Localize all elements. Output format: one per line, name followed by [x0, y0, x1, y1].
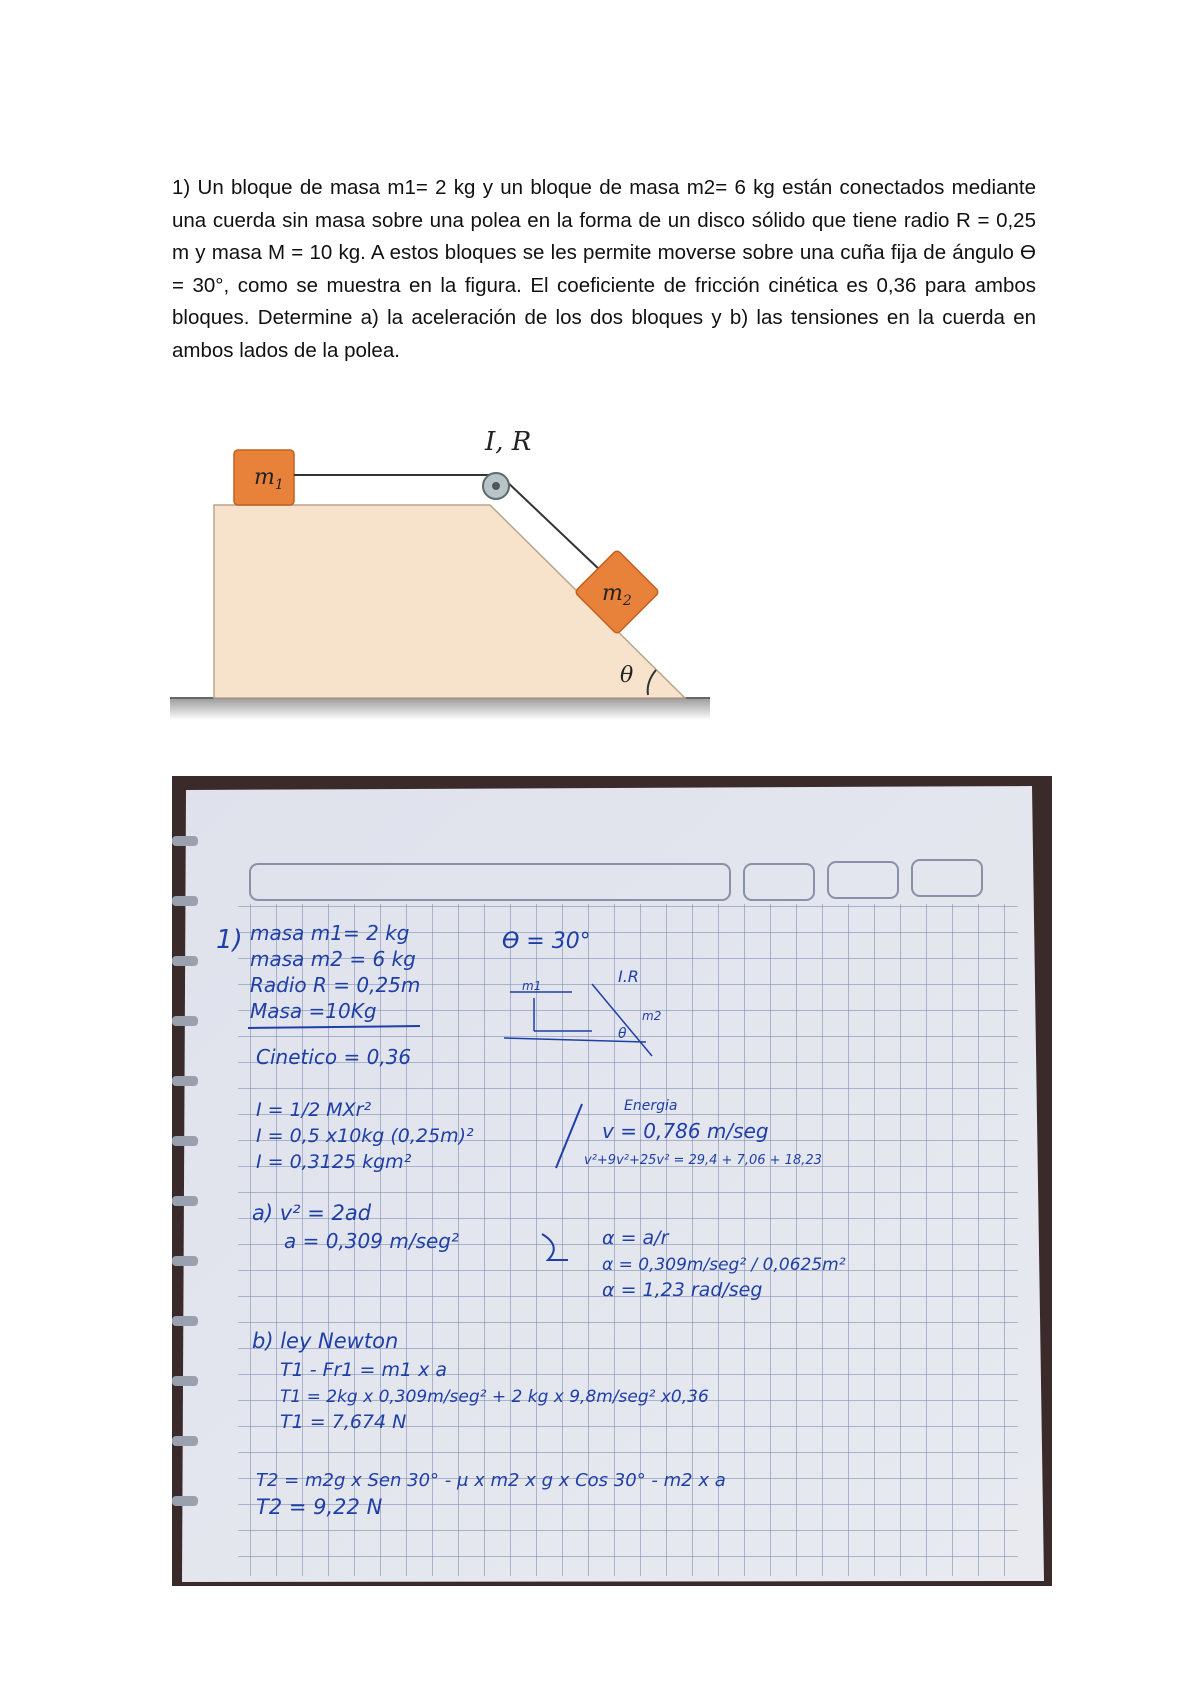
- hw-inertia-3: I = 0,3125 kgm²: [256, 1151, 412, 1173]
- m1-subscript: 1: [274, 477, 284, 493]
- handwritten-solution-photo: [172, 776, 1052, 1586]
- hw-energy-eq: v²+9v²+25v² = 29,4 + 7,06 + 18,23: [584, 1153, 822, 1168]
- hw-given-3: Radio R = 0,25m: [250, 973, 421, 997]
- hw-given-5: Cinetico = 0,36: [256, 1045, 412, 1069]
- hw-t2-1: T2 = m2g x Sen 30° - μ x m2 x g x Cos 30° - m2 x a: [256, 1470, 726, 1491]
- hw-energy-title: Energia: [624, 1098, 678, 1114]
- pulley: [483, 473, 509, 499]
- angle-label: θ: [620, 663, 634, 688]
- hw-part-b-3: T1 = 7,674 N: [280, 1411, 407, 1433]
- hw-alpha-1: α = a/r: [602, 1227, 669, 1249]
- m2-subscript: 2: [622, 593, 632, 609]
- hw-sketch-pulley: I.R: [618, 967, 639, 986]
- hw-angle: Ɵ = 30°: [502, 929, 591, 954]
- m2-label: m: [602, 581, 623, 606]
- hw-part-a-1: a) v² = 2ad: [252, 1201, 372, 1225]
- hw-part-b-2: T1 = 2kg x 0,309m/seg² + 2 kg x 9,8m/seg² x0,36: [280, 1387, 709, 1407]
- m1-label: m: [254, 465, 275, 490]
- hw-part-b-title: b) ley Newton: [252, 1329, 399, 1353]
- hw-t2-2: T2 = 9,22 N: [256, 1495, 383, 1519]
- block-m1: [234, 450, 294, 505]
- hw-inertia-2: I = 0,5 x10kg (0,25m)²: [256, 1125, 474, 1147]
- hw-given-2: masa m2 = 6 kg: [250, 947, 416, 971]
- hw-sketch-m1: m1: [522, 979, 542, 993]
- problem-statement: 1) Un bloque de masa m1= 2 kg y un bloque de masa m2= 6 kg están conectados mediante una cuerda sin masa sobre una polea en la forma de un disco sólido que tiene radio R = 0,25 m y masa M = 10 kg. A estos bloques se les permite moverse sobre una cuña fija de ángulo Ɵ = 30°, como se muestra en la figura. El coeficiente de fricción cinética es 0,36 para ambos bloques. Determine a) la aceleración de los dos bloques y b) las tensiones en la cuerda en ambos lados de la polea.: [172, 176, 1036, 362]
- hw-part-b-1: T1 - Fr1 = m1 x a: [280, 1359, 448, 1381]
- hw-alpha-2: α = 0,309m/seg² / 0,0625m²: [602, 1255, 846, 1275]
- wedge-pulley-figure: [170, 420, 730, 720]
- hw-sketch-m2: m2: [642, 1009, 662, 1023]
- hw-sketch-angle: θ: [618, 1026, 627, 1042]
- ground: [170, 698, 710, 720]
- hw-part-a-2: a = 0,309 m/seg²: [284, 1229, 459, 1253]
- hw-energy-result: v = 0,786 m/seg: [602, 1119, 769, 1143]
- hw-problem-number: 1): [216, 925, 243, 955]
- hw-given-4: Masa =10Kg: [250, 999, 377, 1023]
- hw-inertia-1: I = 1/2 MXr²: [256, 1099, 372, 1121]
- hw-alpha-3: α = 1,23 rad/seg: [602, 1279, 763, 1301]
- pulley-label: I, R: [485, 427, 532, 457]
- hw-given-1: masa m1= 2 kg: [250, 921, 410, 945]
